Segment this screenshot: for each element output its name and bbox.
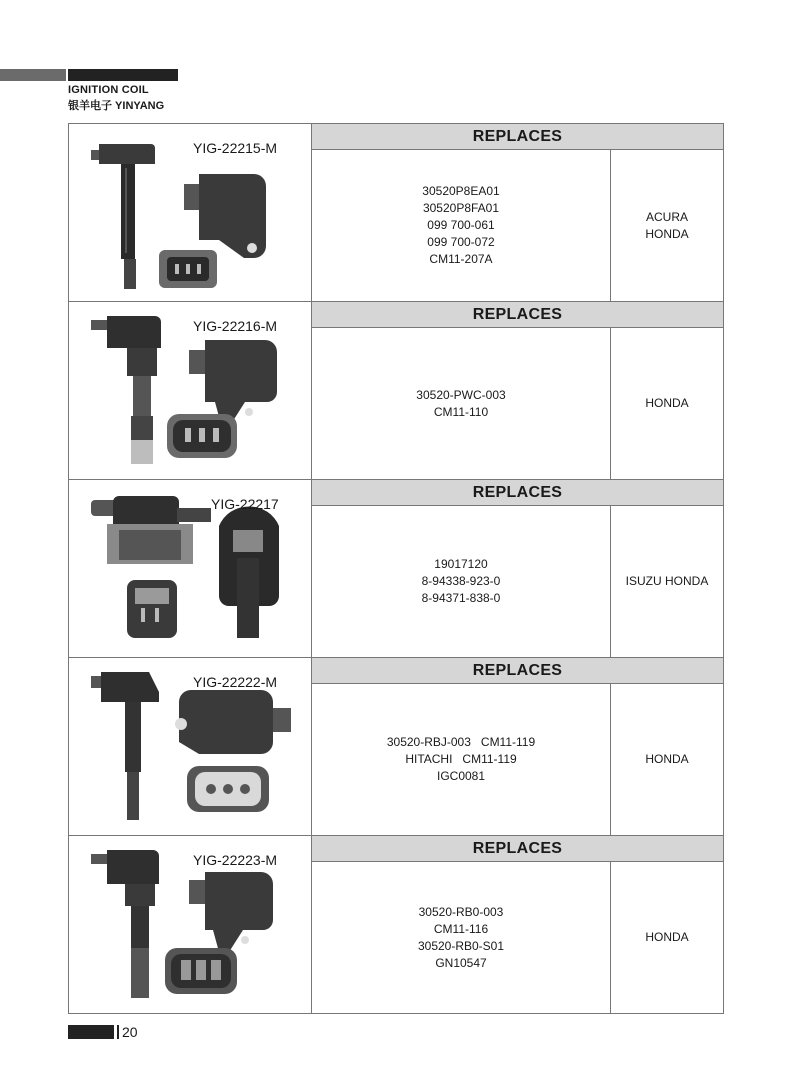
oem-codes	[312, 328, 611, 479]
oem-codes	[312, 150, 611, 301]
model-number: YIG-22222-M	[193, 674, 278, 690]
header-bar-dark	[68, 69, 178, 81]
oem-codes	[312, 506, 611, 657]
vehicle-makes	[611, 150, 723, 301]
product-image-cell	[69, 658, 312, 835]
page-number: 20	[122, 1024, 138, 1040]
product-image-cell	[69, 302, 312, 479]
vehicle-make: ACURA	[645, 209, 688, 224]
oem-codes	[312, 862, 611, 1013]
vehicle-makes	[611, 684, 723, 835]
vehicle-make: HONDA	[645, 226, 689, 241]
model-number: YIG-22217	[211, 496, 279, 512]
oem-code: 30520-RB0-003	[418, 904, 504, 919]
oem-code: 30520-RB0-S01	[417, 938, 505, 953]
oem-code: IGC0081	[436, 769, 486, 783]
vehicle-make: HONDA	[645, 752, 689, 766]
oem-codes	[312, 684, 611, 835]
replaces-header: REPLACES	[312, 302, 723, 328]
product-image-cell	[69, 480, 312, 657]
product-row	[69, 124, 723, 302]
vehicle-make: ISUZU HONDA	[625, 574, 709, 588]
product-image-cell	[69, 836, 312, 1013]
oem-code: 19017120	[434, 557, 488, 571]
oem-code: 099 700-061	[427, 218, 495, 232]
footer-bar	[68, 1025, 114, 1039]
oem-code: 30520-PWC-003	[416, 387, 506, 402]
oem-code: CM11-110	[433, 404, 489, 419]
vehicle-make: HONDA	[645, 930, 689, 944]
replaces-header: REPLACES	[312, 480, 723, 506]
model-number: YIG-22215-M	[193, 140, 278, 156]
oem-code: HITACHI CM11-119	[405, 752, 517, 766]
vehicle-makes	[611, 862, 723, 1013]
oem-code: 099 700-072	[427, 235, 495, 249]
oem-code: GN10547	[435, 955, 487, 970]
oem-code: 30520P8EA01	[422, 184, 500, 198]
oem-code: 8-94338-923-0	[421, 574, 501, 588]
replaces-header: REPLACES	[312, 658, 723, 684]
product-row	[69, 836, 723, 1014]
product-row	[69, 302, 723, 480]
replaces-header: REPLACES	[312, 124, 723, 150]
header-bar-grey	[0, 69, 66, 81]
category-title: IGNITION COIL	[68, 84, 149, 96]
oem-code: 8-94371-838-0	[421, 591, 501, 605]
oem-code: CM11-116	[433, 921, 489, 936]
oem-code: 30520-RBJ-003 CM11-119	[386, 735, 536, 749]
brand-title: 银羊电子 YINYANG	[68, 100, 165, 112]
product-table	[68, 123, 724, 1014]
model-number: YIG-22223-M	[193, 852, 278, 868]
oem-code: 30520P8FA01	[422, 201, 500, 215]
vehicle-makes	[611, 506, 723, 657]
replaces-header: REPLACES	[312, 836, 723, 862]
vehicle-make: HONDA	[645, 396, 689, 410]
product-image-cell	[69, 124, 312, 301]
product-row	[69, 658, 723, 836]
model-number: YIG-22216-M	[193, 318, 278, 334]
footer-divider	[117, 1025, 119, 1039]
product-row	[69, 480, 723, 658]
vehicle-makes	[611, 328, 723, 479]
oem-code: CM11-207A	[429, 252, 493, 266]
